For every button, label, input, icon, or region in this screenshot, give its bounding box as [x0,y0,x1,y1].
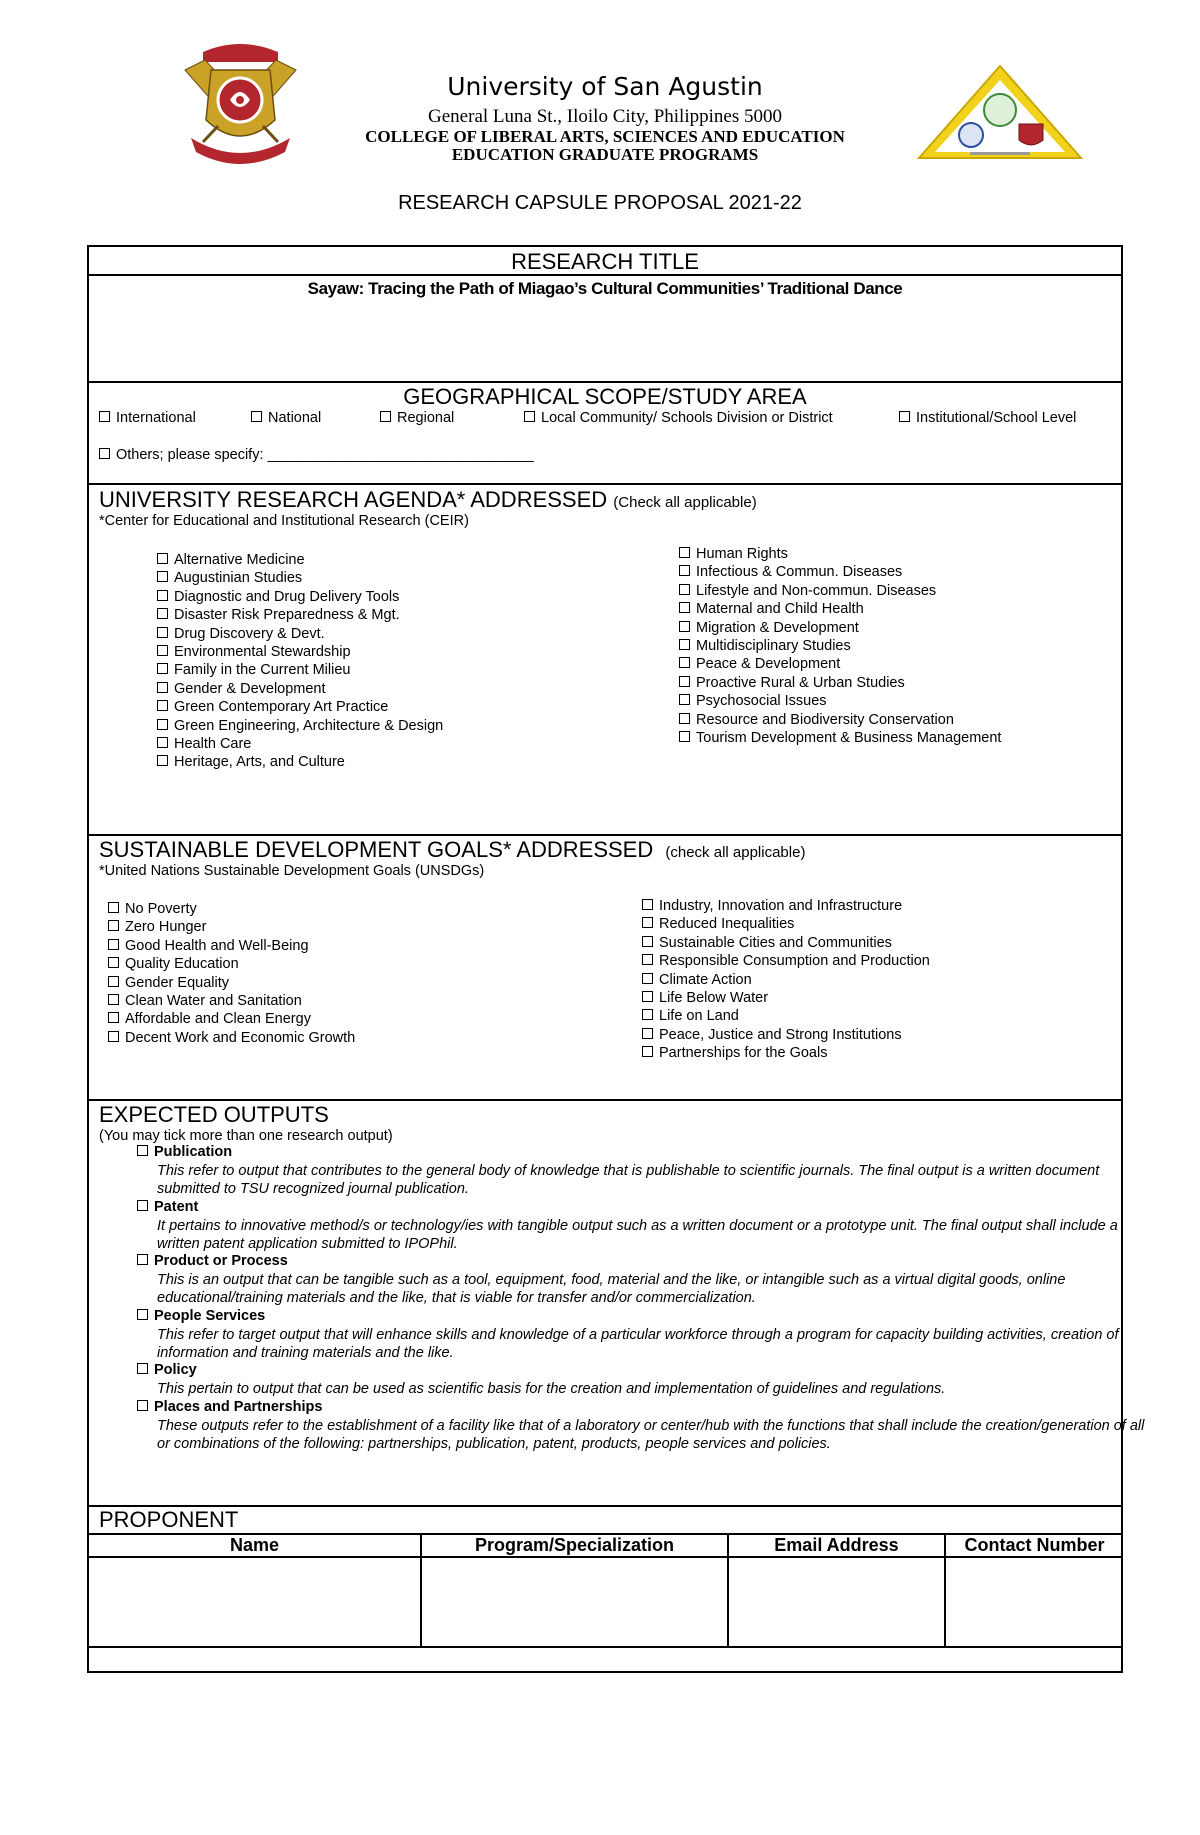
divider [89,483,1121,485]
sdg-item[interactable] [642,989,930,1007]
sdg-item-label: No Poverty [125,901,197,917]
output-label-text: Product or Process [154,1253,288,1270]
agenda-item-label: Human Rights [696,546,788,562]
scope-label: National [268,410,322,426]
sdg-item-label: Life on Land [659,1008,739,1025]
sdg-item-label: Peace, Justice and Strong Institutions [659,1026,902,1043]
column-header-name: Name [229,1535,280,1555]
sdg-item[interactable] [108,937,355,955]
sdg-item-label: Zero Hunger [125,919,207,936]
checkbox-icon[interactable] [642,1009,653,1020]
sdg-item-label: Climate Action [659,971,752,988]
checkbox-icon[interactable] [157,608,168,619]
proponent-name-cell[interactable] [89,1558,420,1644]
scope-label: Local Community/ Schools Division or District [541,410,833,426]
divider [89,1505,1121,1507]
seal-banner [203,44,278,62]
sdg-item[interactable] [108,992,355,1010]
checkbox-icon[interactable] [137,1200,148,1211]
checkbox-icon[interactable] [642,936,653,947]
checkbox-icon[interactable] [157,737,168,748]
agenda-item-label: Disaster Risk Preparedness & Mgt. [174,607,400,624]
checkbox-icon[interactable] [137,1145,148,1156]
agenda-item-label: Green Contemporary Art Practice [174,699,389,716]
program-line: EDUCATION GRADUATE PROGRAMS [451,145,759,164]
output-label-text: Publication [154,1144,233,1160]
sdg-heading-text: SUSTAINABLE DEVELOPMENT GOALS* ADDRESSED [99,837,654,862]
sdg-item-label: Decent Work and Economic Growth [125,1029,356,1046]
sdg-item[interactable] [642,897,930,915]
agenda-item-label: Multidisciplinary Studies [696,637,851,654]
sdg-item-label: Clean Water and Sanitation [125,992,302,1009]
checkbox-icon[interactable] [137,1400,148,1411]
sdg-item[interactable] [642,952,930,970]
sdg-item[interactable] [642,1044,930,1062]
green-seal-icon [984,94,1016,126]
agenda-item[interactable] [679,582,1001,600]
agenda-subheading: *Center for Educational and Institutional Research (CEIR) [99,513,469,529]
checkbox-icon[interactable] [108,1012,119,1023]
agenda-item[interactable] [679,711,1001,729]
output-option-label [137,1362,1097,1380]
agenda-item-label: Diagnostic and Drug Delivery Tools [174,588,400,605]
proposal-form [87,245,1145,1673]
output-label-text: People Services [154,1307,266,1324]
checkbox-icon[interactable] [679,713,690,724]
sdg-heading [99,837,805,863]
sdg-item[interactable] [642,1026,930,1044]
output-option-label [137,1144,1097,1162]
output-option[interactable] [137,1398,1145,1454]
proponent-program-cell[interactable] [422,1558,727,1644]
outputs-heading: EXPECTED OUTPUTS [99,1102,329,1127]
scope-option-international[interactable] [99,410,196,426]
research-title-value[interactable]: Sayaw: Tracing the Path of Miagao’s Cultural Communities’ Traditional Dance [307,279,903,298]
checkbox-icon[interactable] [679,621,690,632]
output-option[interactable] [137,1144,1100,1199]
agenda-item[interactable] [679,563,1001,581]
agenda-heading [99,487,757,513]
checkbox-icon[interactable] [679,694,690,705]
sdg-item-label: Sustainable Cities and Communities [659,934,892,951]
agenda-item-label: Migration & Development [696,619,859,636]
agenda-item-label: Alternative Medicine [174,552,305,568]
sdg-item[interactable] [642,1007,930,1025]
sdg-item[interactable] [642,915,930,933]
sdg-item[interactable] [108,955,355,973]
checkbox-icon[interactable] [899,411,910,422]
checkbox-icon[interactable] [137,1309,148,1320]
college-name [300,128,910,164]
sdg-item[interactable] [108,900,355,918]
scope-label: International [116,410,196,426]
output-option[interactable] [137,1362,1097,1398]
agenda-heading-text: UNIVERSITY RESEARCH AGENDA* ADDRESSED [99,487,608,512]
checkbox-icon[interactable] [679,676,690,687]
scope-option-regional[interactable] [380,410,454,426]
university-address: General Luna St., Iloilo City, Philippines 5000 [428,106,782,127]
checkbox-icon[interactable] [157,571,168,582]
checkbox-icon[interactable] [108,976,119,987]
checkbox-icon[interactable] [679,547,690,558]
agenda-item[interactable] [157,753,443,771]
checkbox-icon[interactable] [137,1254,148,1265]
research-title-heading: RESEARCH TITLE [511,249,699,274]
scope-option-national[interactable] [251,410,321,426]
agenda-item-label: Green Engineering, Architecture & Design [174,717,444,734]
scope-label: Regional [397,410,455,426]
checkbox-icon[interactable] [157,682,168,693]
proponent-contact-cell[interactable] [946,1558,1123,1644]
agenda-item-label: Health Care [174,735,252,752]
checkbox-icon[interactable] [642,991,653,1002]
checkbox-icon[interactable] [108,994,119,1005]
agenda-item-label: Psychosocial Issues [696,693,827,710]
scope-option-local-community[interactable] [524,410,833,426]
agenda-item-label: Lifestyle and Non-commun. Diseases [696,582,937,599]
agenda-item[interactable] [157,643,443,661]
checkbox-icon[interactable] [157,663,168,674]
agenda-item[interactable] [679,619,1001,637]
output-label-text: Places and Partnerships [154,1398,323,1415]
checkbox-icon[interactable] [157,645,168,656]
checkbox-icon[interactable] [679,731,690,742]
agenda-item-label: Drug Discovery & Devt. [174,625,325,642]
agenda-item-label: Peace & Development [696,656,841,673]
column-header-program: Program/Specialization [474,1535,675,1555]
sdg-item-label: Responsible Consumption and Production [659,953,930,970]
sdg-item-label: Industry, Innovation and Infrastructure [659,898,903,914]
checkbox-icon[interactable] [108,902,119,913]
checkbox-icon[interactable] [380,411,391,422]
output-description: This pertain to output that can be used as scientific basis for the creation and implementation of guidelines and regulations. [157,1381,946,1398]
agenda-item-label: Proactive Rural & Urban Studies [696,674,905,691]
agenda-right-list [679,545,1001,747]
checkbox-icon[interactable] [524,411,535,422]
sdg-subheading: *United Nations Sustainable Development Goals (UNSDGs) [99,863,485,879]
agenda-item-label: Heritage, Arts, and Culture [174,754,345,771]
output-option-label [137,1399,1097,1417]
checkbox-icon[interactable] [679,565,690,576]
proponent-email-cell[interactable] [729,1558,944,1644]
checkbox-icon[interactable] [99,448,110,459]
output-description: It pertains to innovative method/s or technology/ies with tangible output such as a written document or a prototype unit. The final output shall include a written patent application submitted to IPOPhil. [157,1217,1118,1252]
checkbox-icon[interactable] [157,700,168,711]
checkbox-icon[interactable] [157,553,168,564]
checkbox-icon[interactable] [679,602,690,613]
outputs-subheading: (You may tick more than one research output) [99,1128,393,1144]
agenda-item[interactable] [157,625,443,643]
checkbox-icon[interactable] [108,920,119,931]
checkbox-icon[interactable] [642,954,653,965]
agenda-item-label: Gender & Development [174,680,326,697]
sdg-item[interactable] [642,971,930,989]
divider [89,1646,1121,1648]
sdg-right-list [642,897,930,1063]
geo-scope-heading: GEOGRAPHICAL SCOPE/STUDY AREA [403,384,807,409]
agenda-item-label: Environmental Stewardship [174,643,351,660]
checkbox-icon[interactable] [108,957,119,968]
output-option[interactable] [137,1198,1118,1254]
checkbox-icon[interactable] [642,1046,653,1057]
agenda-item-label: Resource and Biodiversity Conservation [696,711,954,728]
sdg-item-label: Good Health and Well-Being [125,937,309,954]
agenda-item-label: Infectious & Commun. Diseases [696,564,903,581]
agenda-item[interactable] [679,692,1001,710]
checkbox-icon[interactable] [642,917,653,928]
proponent-heading: PROPONENT [99,1507,239,1532]
agenda-item[interactable] [157,569,443,587]
checkbox-icon[interactable] [157,755,168,766]
sdg-item-label: Reduced Inequalities [659,916,795,933]
column-header-email: Email Address [774,1535,899,1555]
checkbox-icon[interactable] [108,939,119,950]
sdg-note: (check all applicable) [665,844,806,861]
checkbox-icon[interactable] [679,639,690,650]
agenda-item[interactable] [157,698,443,716]
checkbox-icon[interactable] [157,590,168,601]
agenda-left-list [157,551,443,772]
red-shield-icon [1019,124,1043,145]
checkbox-icon[interactable] [157,627,168,638]
output-label-text: Patent [154,1198,199,1215]
checkbox-icon[interactable] [679,657,690,668]
checkbox-icon[interactable] [642,1028,653,1039]
checkbox-icon[interactable] [251,411,262,422]
agenda-item-label: Maternal and Child Health [696,601,864,618]
scope-label: Institutional/School Level [916,410,1077,426]
agenda-item[interactable] [157,588,443,606]
output-option[interactable] [137,1253,1097,1308]
output-description: This refer to target output that will enhance skills and knowledge of a particular workforce through a program for capacity building activities, creation of information and training materials and the like. [157,1326,1119,1362]
agenda-item-label: Family in the Current Milieu [174,662,351,679]
divider [89,381,1121,383]
agenda-item[interactable] [157,735,443,753]
scope-option-institutional[interactable] [899,410,1076,426]
university-seal-logo [183,42,298,164]
agenda-item[interactable] [679,729,1001,747]
agenda-item[interactable] [157,717,443,735]
output-label-text: Policy [154,1362,197,1379]
sdg-item[interactable] [108,974,355,992]
sdg-item[interactable] [108,1010,355,1028]
agenda-item-label: Tourism Development & Business Management [696,729,1002,746]
output-description: These outputs refer to the establishment of a facility like that of a laboratory or center/hub with the functions that shall include the creation/generation of all or combinations of the following: partnerships, publication, patent, products, people services and policies. [157,1417,1145,1452]
divider [89,274,1121,276]
scope-option-others[interactable] [99,447,534,463]
checkbox-icon[interactable] [99,411,110,422]
checkbox-icon[interactable] [157,719,168,730]
divider [89,834,1121,836]
checkbox-icon[interactable] [642,973,653,984]
form-title: RESEARCH CAPSULE PROPOSAL 2021-22 [398,192,802,214]
output-option-label [137,1253,1097,1271]
sdg-item-label: Quality Education [125,956,239,973]
checkbox-icon[interactable] [642,899,653,910]
others-label: Others; please specify: _________________________________ [116,447,534,463]
university-name: University of San Agustin [447,72,763,101]
checkbox-icon[interactable] [108,1031,119,1042]
output-option-label [137,1308,1097,1326]
output-option-label [137,1199,1097,1217]
agenda-item[interactable] [157,606,443,624]
checkbox-icon[interactable] [679,584,690,595]
agenda-item[interactable] [679,600,1001,618]
agenda-item[interactable] [679,655,1001,673]
sdg-item[interactable] [108,1029,355,1047]
output-description: This refer to output that contributes to the general body of knowledge that is publishable to scientific journals. The final output is a written document submitted to TSU recognized journal publication. [157,1163,1100,1198]
agenda-item[interactable] [157,661,443,679]
sdg-item-label: Affordable and Clean Energy [125,1011,311,1028]
sdg-item[interactable] [642,934,930,952]
agenda-item[interactable] [157,680,443,698]
agenda-item[interactable] [157,551,443,569]
college-line: COLLEGE OF LIBERAL ARTS, SCIENCES AND EDUCATION [365,127,845,146]
output-description: This is an output that can be tangible such as a tool, equipment, food, material and the like, or intangible such as a virtual digital goods, online educational/training materials and the like, that is viable for transfer and/or commercialization. [157,1272,1066,1307]
sdg-item-label: Partnerships for the Goals [659,1045,828,1062]
agenda-item[interactable] [679,637,1001,655]
agenda-item-label: Augustinian Studies [174,570,303,587]
agenda-item[interactable] [679,674,1001,692]
divider [89,1099,1121,1101]
checkbox-icon[interactable] [137,1363,148,1374]
sdg-item[interactable] [108,918,355,936]
sdg-item-label: Gender Equality [125,974,229,991]
outputs-list [137,1144,1145,1453]
graduate-programs-triangle-logo [915,62,1085,162]
sdg-left-list [108,900,355,1047]
agenda-item[interactable] [679,545,1001,563]
output-option[interactable] [137,1307,1119,1363]
column-header-contact: Contact Number [964,1535,1105,1555]
blue-seal-icon [959,123,983,147]
sdg-item-label: Life Below Water [659,989,769,1006]
agenda-note: (Check all applicable) [613,494,757,511]
